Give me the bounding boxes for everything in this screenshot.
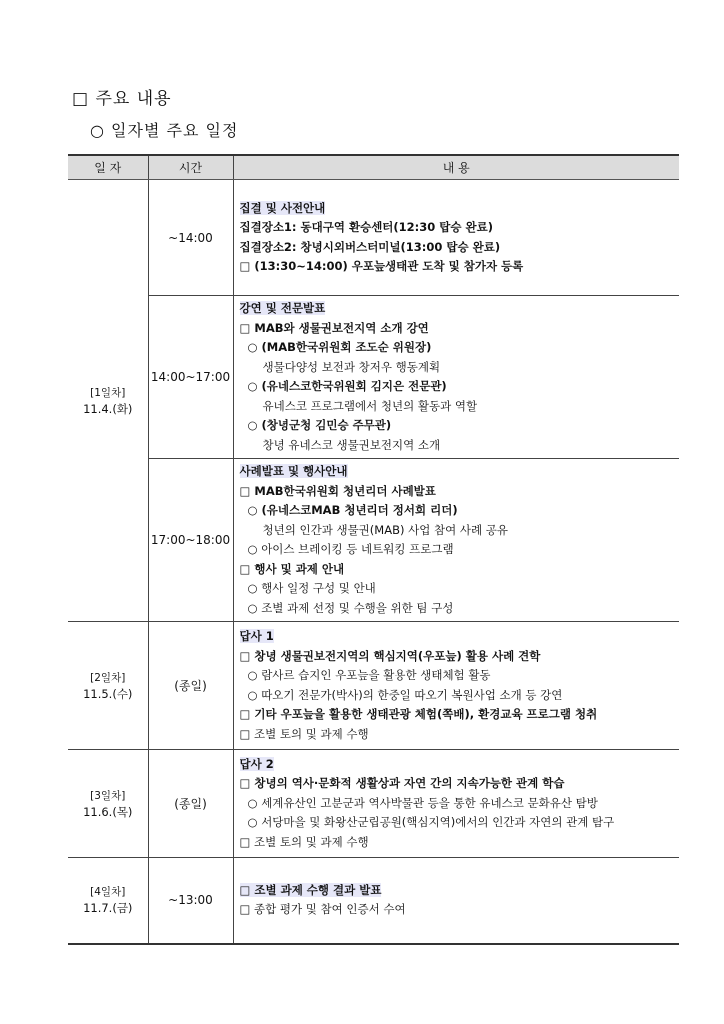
content-line: ○ 세계유산인 고분군과 역사박물관 등을 통한 유네스코 문화유산 탐방 [247,795,598,810]
content-line: □ 기타 우포늪을 활용한 생태관광 체험(쪽배), 환경교육 프로그램 청취 [239,707,598,721]
time-cell: 17:00~18:00 [148,459,233,622]
content-line: ○ 아이스 브레이킹 등 네트워킹 프로그램 [247,542,454,556]
content-line: ○ 따오기 전문가(박사)의 한중일 따오기 복원사업 소개 등 강연 [247,687,563,702]
table-row [68,459,679,622]
content-line: ○ (MAB한국위원회 조도순 위원장) [247,340,432,354]
content-cell [233,296,679,459]
content-line: ○ (유네스코MAB 청년리더 정서희 리더) [247,503,458,517]
time-cell: ~13:00 [148,858,233,944]
schedule-table [68,154,679,945]
day-tag: [2일차] [90,671,126,684]
content-line: □ MAB한국위원회 청년리더 사례발표 [239,483,436,498]
content-line: □ 창녕 생물권보전지역의 핵심지역(우포늪) 활용 사례 견학 [239,648,541,663]
content-line: □ 조별 과제 수행 결과 발표 [239,882,382,897]
table-row [68,296,679,459]
day-cell [68,750,148,858]
block-heading: 집결 및 사전안내 [239,200,326,215]
day-date: 11.7.(금) [83,901,133,916]
content-cell [233,750,679,858]
day-tag: [4일차] [90,886,126,899]
day-cell [68,622,148,750]
content-line: 창녕 유네스코 생물권보전지역 소개 [262,437,441,452]
content-line: ○ 조별 과제 선정 및 수행을 위한 팀 구성 [247,600,454,615]
content-cell [233,180,679,296]
content-line: □ MAB와 생물권보전지역 소개 강연 [239,320,429,335]
time-cell: 14:00~17:00 [148,296,233,459]
content-line: ○ 람사르 습지인 우포늪을 활용한 생태체험 활동 [247,668,491,682]
day-tag: [1일차] [90,386,126,399]
content-line: 집결장소2: 창녕시외버스터미널(13:00 탑승 완료) [239,239,501,254]
section-subtitle: ○ 일자별 주요 일정 [90,121,239,140]
content-cell [233,858,679,944]
content-cell [233,622,679,750]
time-cell: (종일) [148,750,233,858]
block-heading: 사례발표 및 행사안내 [239,464,348,478]
day-tag: [3일차] [90,789,126,802]
block-heading: 강연 및 전문발표 [239,301,326,315]
section-title: □ 주요 내용 [72,89,172,109]
day-cell [68,858,148,944]
header-date: 일 자 [68,155,148,180]
content-line: 유네스코 프로그램에서 청년의 활동과 역할 [262,398,478,413]
content-line: □ (13:30~14:00) 우포늪생태관 도착 및 참가자 등록 [239,259,524,273]
content-line: ○ 서당마을 및 화왕산군립공원(핵심지역)에서의 인간과 자연의 관계 탐구 [247,815,615,830]
day-cell [68,180,148,622]
table-header-row [68,155,679,180]
content-line: □ 조별 토의 및 과제 수행 [239,726,369,741]
content-line: □ 창녕의 역사·문화적 생활상과 자연 간의 지속가능한 관계 학습 [239,776,565,791]
header-content: 내 용 [233,155,679,180]
block-heading: 답사 2 [239,756,274,771]
content-line: ○ (창녕군청 김민승 주무관) [247,418,392,432]
time-cell: ~14:00 [148,180,233,296]
content-line: □ 조별 토의 및 과제 수행 [239,834,369,849]
block-heading: 답사 1 [239,629,274,643]
content-line: 생물다양성 보전과 창저우 행동계획 [262,359,441,374]
content-line: □ 행사 및 과제 안내 [239,561,345,576]
content-cell [233,459,679,622]
content-line: 청년의 인간과 생물권(MAB) 사업 참여 사례 공유 [262,522,508,537]
content-line: □ 종합 평가 및 참여 인증서 수여 [239,902,406,917]
content-line: 집결장소1: 동대구역 환승센터(12:30 탑승 완료) [239,220,493,234]
header-time: 시간 [148,155,233,180]
day-date: 11.6.(목) [83,804,133,819]
table-row [68,858,679,944]
day-date: 11.5.(수) [83,686,133,701]
time-cell: (종일) [148,622,233,750]
content-line: ○ (유네스코한국위원회 김지은 전문관) [247,379,447,393]
table-row [68,750,679,858]
day-date: 11.4.(화) [83,401,133,416]
table-row [68,622,679,750]
content-line: ○ 행사 일정 구성 및 안내 [247,581,376,595]
table-row [68,180,679,296]
